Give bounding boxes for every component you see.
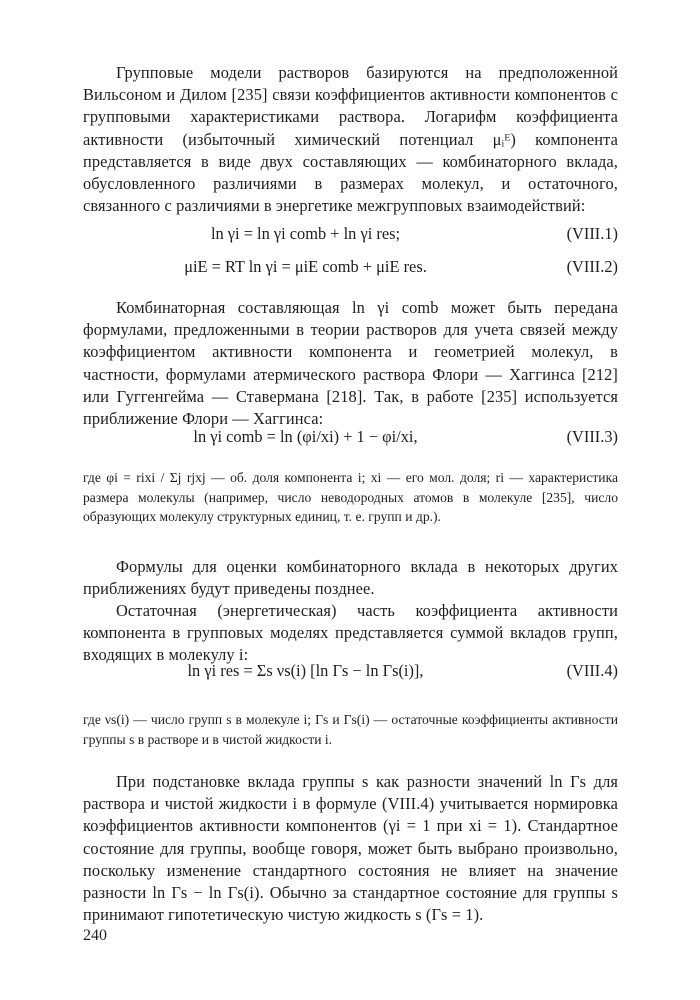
equation-formula: ln γi res = Σs νs(i) [ln Γs − ln Γs(i)], <box>187 661 424 680</box>
equation-viii-2 <box>83 254 618 280</box>
equation-number: (VIII.3) <box>566 427 618 446</box>
paragraph-combinatorial: Комбинаторная составляющая ln γi comb может быть передана формулами, предложенными в теории растворов для учета связей между коэффициентом активности компонента и геометрией молекул, в частности, формулами атермического раствора Флори — Хаггинса [212] или Гуггенгейма — Ставермана [218]. Так, в работе [235] используется приближение Флори — Хаггинса: <box>83 298 618 429</box>
equation-formula: μiE = RT ln γi = μiE comb + μiE res. <box>184 257 427 276</box>
note-group-activity: где νs(i) — число групп s в молекуле i; Γs и Γs(i) — остаточные коэффициенты активности группы s в растворе и в чистой жидкости i. <box>83 712 618 747</box>
page-number: 240 <box>83 927 107 944</box>
equation-number: (VIII.2) <box>566 257 618 276</box>
equation-formula: ln γi comb = ln (φi/xi) + 1 − φi/xi, <box>193 427 418 446</box>
equation-viii-4 <box>83 658 618 684</box>
equation-viii-3 <box>83 424 618 450</box>
paragraph-standard-state: При подстановке вклада группы s как разности значений ln Γs для раствора и чистой жидкости i в формуле (VIII.4) учитывается нормировка коэффициентов активности компонентов (γi = 1 при xi = 1). Стандартное состояние для группы, вообще говоря, может быть выбрано произвольно, поскольку изменение стандартного состояния не влияет на значение разности ln Γs − ln Γs(i). Обычно за стандартное состояние для группы s принимают гипотетическую чистую жидкость s (Γs = 1). <box>83 772 618 925</box>
equation-number: (VIII.1) <box>566 224 618 243</box>
note-flory-huggins: где φi = rixi / Σj rjxj — об. доля компонента i; xi — его мол. доля; ri — характеристика размера молекулы (например, число неводородных атомов в молекуле [235], число образующих молекулу структурных единиц, т. е. групп и др.). <box>83 470 618 525</box>
paragraph-other-approx: Формулы для оценки комбинаторного вклада в некоторых других приближениях будут приведены позднее. <box>83 557 618 599</box>
equation-formula: ln γi = ln γi comb + ln γi res; <box>210 224 401 243</box>
equation-number: (VIII.4) <box>566 661 618 680</box>
paragraph-group-models: Групповые модели растворов базируются на предположенной Вильсоном и Дилом [235] связи коэффициентов активности компонентов с групповыми характеристиками раствора. Логарифм коэффициента активности (избыточный химический потенциал μᵢᴱ) компонента представляется в виде двух составляющих — комбинаторного вклада, обусловленного различиями в размерах молекул, и остаточного, связанного с различиями в энергетике межгрупповых взаимодействий: <box>83 63 618 216</box>
equation-viii-1 <box>83 221 618 247</box>
paragraph-residual: Остаточная (энергетическая) часть коэффициента активности компонента в групповых моделях представляется суммой вкладов групп, входящих в молекулу i: <box>83 601 618 665</box>
